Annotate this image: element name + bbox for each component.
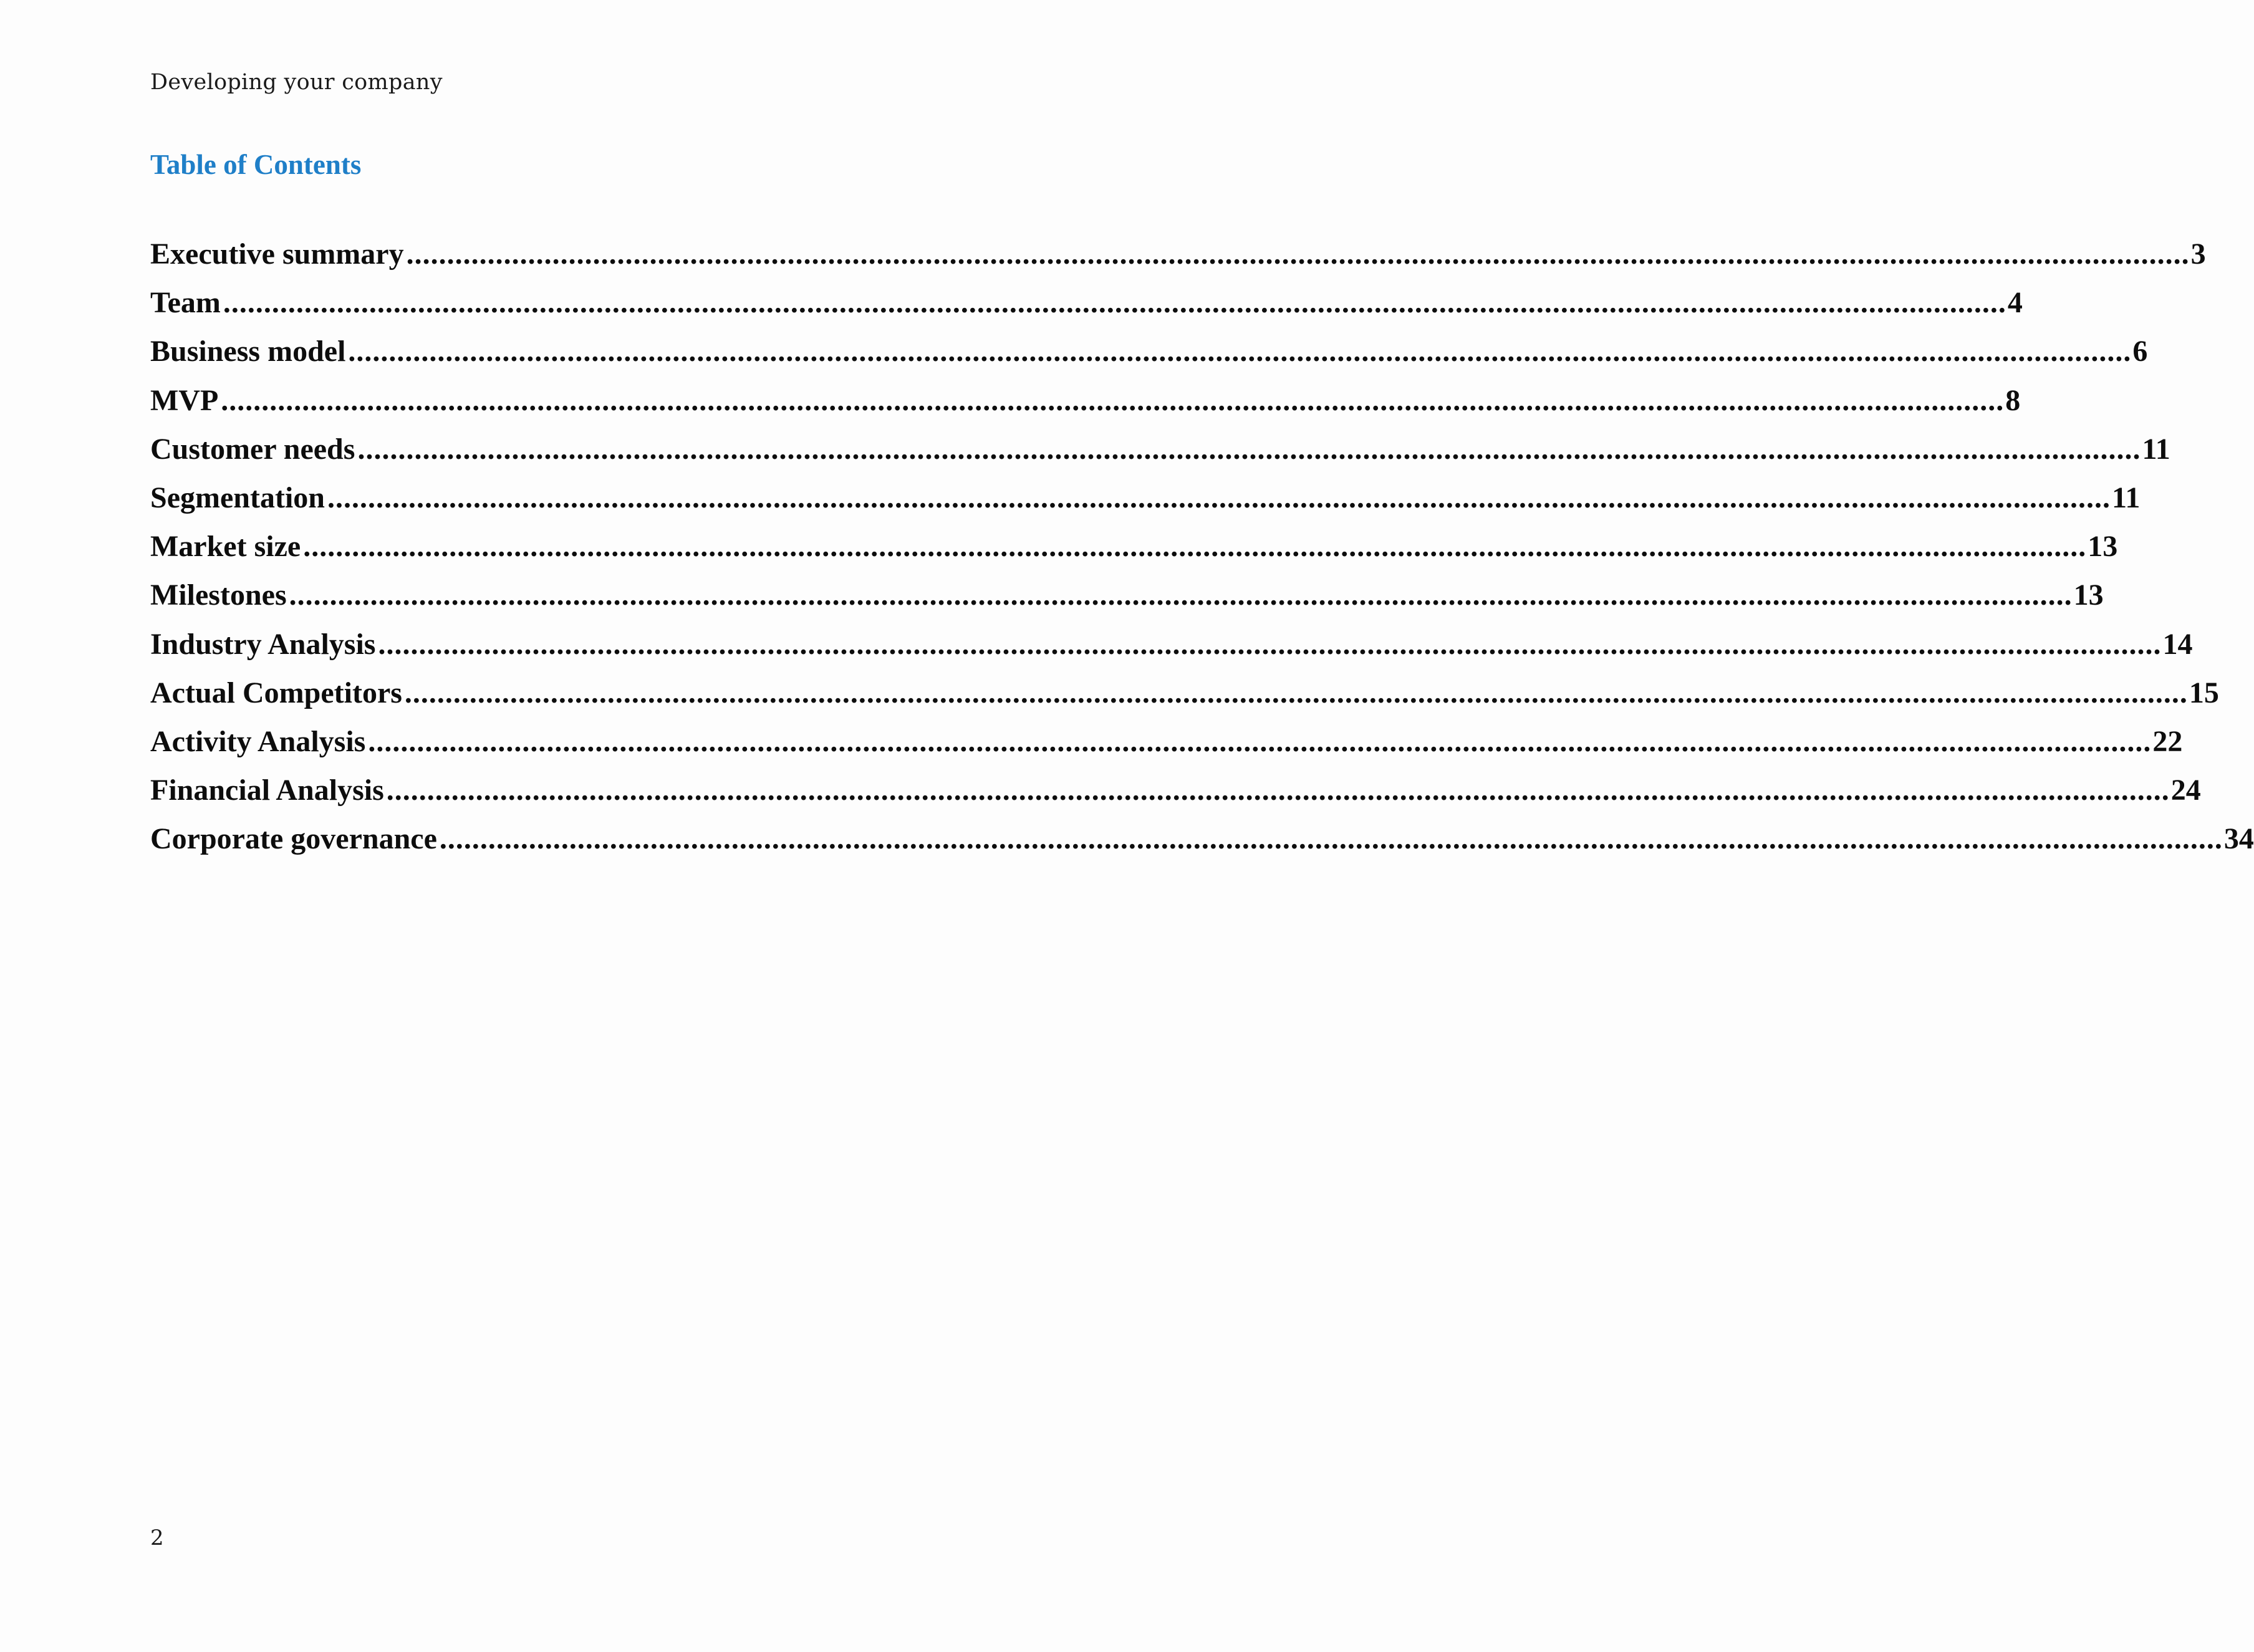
toc-title: Table of Contents xyxy=(150,149,362,180)
dot-leader: ............................................................................................................................................................................................................................ xyxy=(439,822,2223,856)
toc-entry-page: 11 xyxy=(2111,481,2141,514)
toc-entry-milestones[interactable] xyxy=(150,578,2104,627)
toc-entry-page: 4 xyxy=(2007,286,2023,320)
toc-list xyxy=(150,237,2254,870)
toc-entry-page: 15 xyxy=(2189,676,2219,709)
toc-entry-label: Business model xyxy=(150,335,346,368)
toc-entry-team[interactable] xyxy=(150,286,2023,334)
toc-entry-page: 13 xyxy=(2073,579,2104,612)
toc-entry-industry-analysis[interactable] xyxy=(150,627,2193,676)
toc-entry-mvp[interactable] xyxy=(150,383,2021,432)
dot-leader: ............................................................................................................................................................................................................................ xyxy=(357,432,2141,466)
toc-entry-label: Corporate governance xyxy=(150,822,437,856)
toc-entry-label: MVP xyxy=(150,383,219,417)
dot-leader: ............................................................................................................................................................................................................................ xyxy=(221,383,2005,417)
toc-entry-label: Financial Analysis xyxy=(150,774,384,807)
dot-leader: ............................................................................................................................................................................................................................ xyxy=(223,286,2006,320)
toc-entry-page: 22 xyxy=(2152,724,2183,758)
dot-leader: ............................................................................................................................................................................................................................ xyxy=(386,774,2170,807)
dot-leader: ............................................................................................................................................................................................................................ xyxy=(348,335,2132,368)
toc-entry-business-model[interactable] xyxy=(150,334,2148,383)
toc-entry-label: Segmentation xyxy=(150,481,325,514)
dot-leader: ............................................................................................................................................................................................................................ xyxy=(289,579,2073,612)
dot-leader: ............................................................................................................................................................................................................................ xyxy=(368,724,2152,758)
toc-entry-page: 8 xyxy=(2005,383,2021,417)
toc-entry-executive-summary[interactable] xyxy=(150,237,2206,286)
toc-entry-label: Customer needs xyxy=(150,432,355,466)
toc-entry-activity-analysis[interactable] xyxy=(150,724,2183,773)
toc-entry-page: 14 xyxy=(2162,627,2193,661)
running-header: Developing your company xyxy=(150,70,443,95)
toc-entry-label: Market size xyxy=(150,530,301,564)
toc-entry-label: Executive summary xyxy=(150,238,404,271)
toc-entry-corporate-governance[interactable] xyxy=(150,822,2254,870)
toc-entry-label: Actual Competitors xyxy=(150,676,402,709)
toc-entry-page: 24 xyxy=(2170,774,2201,807)
toc-entry-label: Team xyxy=(150,286,221,320)
toc-entry-customer-needs[interactable] xyxy=(150,432,2170,481)
toc-entry-actual-competitors[interactable] xyxy=(150,676,2219,724)
dot-leader: ............................................................................................................................................................................................................................ xyxy=(406,238,2190,271)
toc-entry-page: 13 xyxy=(2088,530,2118,564)
toc-entry-segmentation[interactable] xyxy=(150,481,2141,529)
toc-entry-financial-analysis[interactable] xyxy=(150,773,2201,822)
toc-entry-market-size[interactable] xyxy=(150,529,2118,578)
toc-entry-page: 11 xyxy=(2142,432,2170,466)
toc-entry-page: 3 xyxy=(2190,238,2206,271)
toc-entry-page: 34 xyxy=(2223,822,2254,856)
dot-leader: ............................................................................................................................................................................................................................ xyxy=(378,627,2162,661)
toc-entry-label: Milestones xyxy=(150,579,287,612)
page-number: 2 xyxy=(150,1525,164,1550)
toc-entry-page: 6 xyxy=(2132,335,2148,368)
toc-entry-label: Industry Analysis xyxy=(150,627,376,661)
dot-leader: ............................................................................................................................................................................................................................ xyxy=(303,530,2087,564)
toc-entry-label: Activity Analysis xyxy=(150,724,366,758)
dot-leader: ............................................................................................................................................................................................................................ xyxy=(404,676,2188,709)
dot-leader: ............................................................................................................................................................................................................................ xyxy=(327,481,2111,514)
